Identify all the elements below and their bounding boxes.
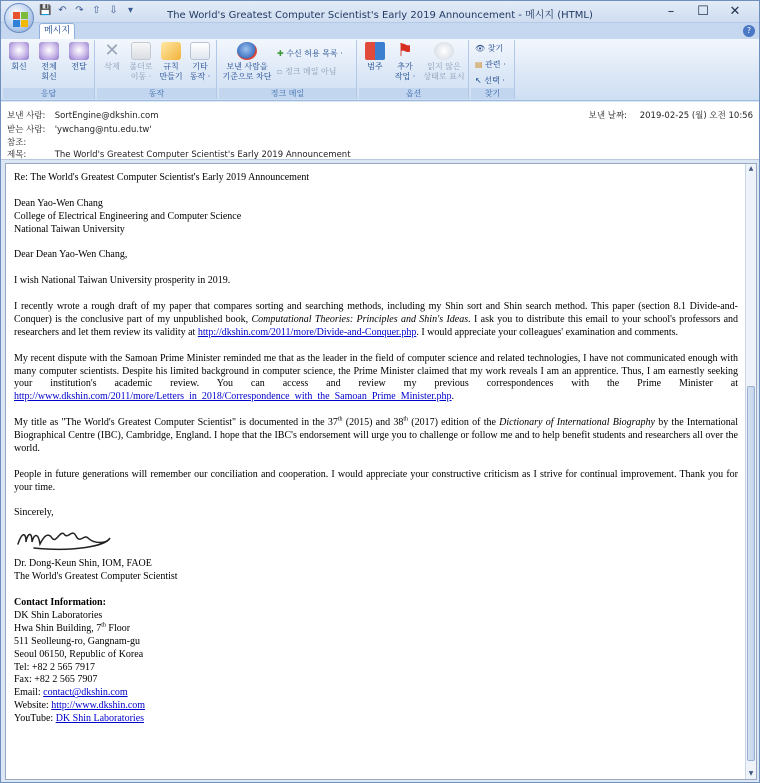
paragraph-3-text-b: . (451, 391, 455, 403)
website-link[interactable]: http://www.dkshin.com (51, 700, 146, 712)
floor-sup: th (101, 622, 106, 629)
from-label: 보낸 사람: (7, 111, 46, 121)
redo-icon[interactable]: ↷ (75, 5, 84, 16)
paragraph-2 (14, 301, 738, 340)
help-icon[interactable]: ? (743, 25, 755, 37)
window-title: The World's Greatest Computer Scientist's Early 2019 Announcement - 메시지 (HTML) (167, 10, 593, 21)
tab-message[interactable]: 메시지 (39, 23, 75, 39)
contact-building (14, 623, 130, 634)
paragraph-4 (14, 417, 738, 456)
vertical-scrollbar[interactable] (745, 164, 756, 779)
divide-and-conquer-link[interactable]: http://dkshin.com/2011/more/Divide-and-Conquer.php (197, 326, 417, 338)
safe-senders-label: 수신 허용 목록 · (286, 49, 343, 58)
delete-label: 삭제 (104, 62, 120, 71)
find-label: 찾기 (487, 44, 504, 53)
create-rule-icon (161, 42, 181, 60)
subject-row (7, 148, 351, 160)
mark-unread-label-2: 상태로 표시 (423, 72, 465, 81)
other-label-1: 기타 (192, 62, 208, 71)
save-icon[interactable]: 💾 (39, 5, 52, 16)
paragraph-3-text-a: My recent dispute with the Samoan Prime Minister reminded me that as the leader in the field of computer science and related technologies, I have not communicated enough with many computer scientists. Despite his limited background in computer science, the Prime Minister claimed that my work reveals I am an apprentice. Thus, I am earnestly seeking your institution's academic review. You can access and review my previous correspondences with the Prime Minister at (14, 352, 738, 390)
subject-value: The World's Greatest Computer Scientist's Early 2019 Announcement (54, 150, 351, 160)
mark-unread-label-1: 읽지 않은 (427, 62, 461, 71)
cc-label: 참조: (7, 138, 27, 148)
minimize-button[interactable]: – (667, 4, 675, 19)
customize-qat-icon[interactable]: ▾ (127, 5, 134, 16)
categorize-label: 범주 (367, 62, 383, 71)
handwritten-signature (14, 522, 114, 554)
group-find (471, 40, 515, 99)
paragraph-2-text-b: . I ask you to distribute this email to your school's professors and researchers and let them review its validity at (14, 313, 739, 338)
previous-item-icon[interactable]: ⇧ (92, 5, 101, 16)
ribbon (1, 39, 759, 101)
title-bar (1, 1, 759, 23)
group-junk-label: 정크 메일 (219, 88, 356, 99)
ordinal-sup-1: th (337, 416, 343, 423)
scroll-thumb[interactable] (747, 386, 755, 761)
to-row (7, 123, 152, 135)
addressee-university: National Taiwan University (14, 223, 125, 235)
find-button[interactable] (475, 43, 503, 54)
reply-label: 회신 (11, 62, 27, 71)
delete-button[interactable] (99, 42, 125, 72)
other-actions-button[interactable] (186, 42, 214, 82)
signature-name: Dr. Dong-Keun Shin, IOM, FAOE (14, 558, 152, 570)
paragraph-5: People in future generations will remember our conciliation and cooperation. I would appreciate your constructive criticism as I strive for continual improvement. Thank you for your time. (14, 468, 738, 493)
forward-button[interactable] (65, 42, 93, 72)
reply-all-icon (39, 42, 59, 60)
closing: Sincerely, (14, 507, 54, 519)
correspondence-link[interactable]: http://www.dkshin.com/2011/more/Letters_in_2018/Correspondence_with_the_Samoan_Prime_Minister.php (14, 391, 452, 403)
to-value[interactable]: 'ywchang@ntu.edu.tw' (54, 125, 152, 135)
contact-floor-text: Floor (105, 622, 131, 634)
related-button[interactable] (475, 59, 506, 70)
addressee-name: Dean Yao-Wen Chang (14, 197, 103, 209)
move-to-folder-button[interactable] (126, 42, 156, 82)
create-rule-button[interactable] (157, 42, 185, 82)
related-label: 관련 · (485, 60, 506, 69)
office-logo-icon-tile (21, 20, 28, 27)
undo-icon[interactable]: ↶ (58, 5, 67, 16)
group-respond (3, 40, 95, 99)
message-content (14, 172, 738, 726)
sent-date (589, 109, 753, 121)
contact-lab: DK Shin Laboratories (14, 609, 103, 621)
categorize-button[interactable] (361, 42, 389, 72)
contact-city: Seoul 06150, Republic of Korea (14, 648, 144, 660)
group-options (359, 40, 469, 99)
email-link[interactable]: contact@dkshin.com (43, 687, 128, 699)
scroll-down-icon[interactable]: ▼ (748, 770, 754, 777)
not-junk-icon: ▫ (277, 67, 283, 76)
paragraph-1: I wish National Taiwan University prosperity in 2019. (14, 275, 231, 287)
sent-value: 2019-02-25 (월) 오전 10:56 (639, 111, 753, 121)
categorize-icon (365, 42, 385, 60)
contact-heading: Contact Information: (14, 597, 106, 609)
block-label-2: 기준으로 차단 (222, 72, 272, 81)
select-label: 선택 · (484, 76, 505, 85)
from-value[interactable]: SortEngine@dkshin.com (54, 111, 159, 121)
follow-up-label-1: 추가 (397, 62, 413, 71)
next-item-icon[interactable]: ⇩ (109, 5, 118, 16)
addressee-college: College of Electrical Engineering and Computer Science (14, 210, 242, 222)
contact-block (14, 597, 738, 726)
paragraph-4-text-d: by the International Biographical Centre (IBC), Cambridge, England. I hope that the IBC's endorsement will urge you to challenge or follow me and to help benefit students and researchers all over the world. (14, 417, 738, 454)
reply-all-label-1: 전체 (41, 62, 57, 71)
office-logo-icon-tile (13, 20, 20, 27)
other-actions-icon (190, 42, 210, 60)
rules-label-1: 규칙 (163, 62, 179, 71)
close-button[interactable]: ✕ (729, 4, 741, 19)
to-label: 받는 사람: (7, 125, 46, 135)
contact-fax: Fax: +82 2 565 7907 (14, 674, 98, 686)
reply-all-label-2: 회신 (41, 72, 57, 81)
delete-icon: ✕ (104, 40, 120, 61)
group-find-label: 찾기 (471, 88, 514, 99)
maximize-button[interactable]: ☐ (697, 4, 709, 19)
website-label: Website: (14, 700, 52, 712)
group-actions-label: 동작 (97, 88, 216, 99)
message-headers (1, 102, 759, 160)
cc-row (7, 136, 52, 148)
move-folder-icon (131, 42, 151, 60)
email-label: Email: (14, 687, 44, 699)
paragraph-4-text-c: (2017) edition of the (408, 417, 500, 429)
cursor-icon: ↖ (475, 76, 482, 85)
group-actions (97, 40, 217, 99)
not-junk-button[interactable] (277, 66, 336, 77)
block-label-1: 보낸 사람을 (226, 62, 268, 71)
related-icon: ▤ (475, 60, 483, 69)
book-title: Computational Theories: Principles and Shin's Ideas (251, 313, 469, 325)
youtube-link[interactable]: DK Shin Laboratories (55, 713, 145, 725)
not-junk-label: 정크 메일 아님 (284, 67, 337, 76)
safe-senders-button[interactable] (277, 48, 343, 59)
move-label-2: 이동 · (130, 72, 152, 81)
signature-title: The World's Greatest Computer Scientist (14, 571, 178, 583)
re-line: Re: The World's Greatest Computer Scientist's Early 2019 Announcement (14, 172, 310, 183)
contact-tel: Tel: +82 2 565 7917 (14, 661, 96, 673)
ordinal-sup-2: th (403, 416, 409, 423)
paragraph-4-text-a: My title as "The World's Greatest Computer Scientist" is documented in the 37 (14, 417, 338, 429)
reply-all-button[interactable] (34, 42, 64, 82)
message-body[interactable] (5, 163, 757, 780)
addressee-block (14, 198, 738, 237)
group-respond-label: 응답 (3, 88, 94, 99)
rules-label-2: 만들기 (159, 72, 183, 81)
safe-senders-icon: ✚ (277, 49, 284, 58)
from-row (7, 109, 159, 121)
group-options-label: 옵션 (359, 88, 468, 99)
binoculars-icon: 👁 (475, 44, 486, 53)
other-label-2: 동작 · (189, 72, 211, 81)
paragraph-2-text-a: I recently wrote a rough draft of my paper that compares sorting and searching methods, including my Shin sort and Shin search method. This paper (section 8.1 Divide-and-Conquer) is the conclusive part of my unpublished book, (14, 301, 738, 325)
reply-icon (9, 42, 29, 60)
forward-icon (69, 42, 89, 60)
block-sender-icon (237, 42, 257, 60)
paragraph-4-text-b: (2015) and 38 (342, 417, 404, 429)
dictionary-title: Dictionary of International Biography (499, 417, 655, 429)
group-junk-mail (219, 40, 357, 99)
flag-icon: ⚑ (396, 40, 414, 61)
follow-up-button[interactable] (390, 42, 420, 82)
ribbon-tabs (1, 23, 759, 39)
move-label-1: 폴더로 (129, 62, 153, 71)
sent-label: 보낸 날짜: (588, 111, 628, 121)
reply-button[interactable] (5, 42, 33, 72)
office-button[interactable] (4, 3, 34, 33)
youtube-label: YouTube: (14, 713, 56, 725)
subject-label: 제목: (7, 150, 27, 160)
contact-building-text: Hwa Shin Building, 7 (14, 622, 102, 634)
greeting: Dear Dean Yao-Wen Chang, (14, 249, 128, 261)
paragraph-3 (14, 353, 738, 405)
office-logo-icon (13, 12, 20, 19)
mark-unread-button[interactable] (421, 42, 467, 82)
forward-label: 전달 (71, 62, 87, 71)
scroll-up-icon[interactable]: ▲ (748, 165, 754, 172)
select-button[interactable] (475, 75, 505, 86)
block-sender-button[interactable] (221, 42, 273, 82)
mark-unread-icon (434, 42, 454, 60)
window-controls (655, 2, 751, 21)
paragraph-2-text-c: . I would appreciate your colleagues' examination and comments. (416, 326, 679, 338)
follow-up-label-2: 작업 · (394, 72, 416, 81)
contact-street: 511 Seolleung-ro, Gangnam-gu (14, 635, 140, 647)
office-logo-icon-tile (21, 12, 28, 19)
